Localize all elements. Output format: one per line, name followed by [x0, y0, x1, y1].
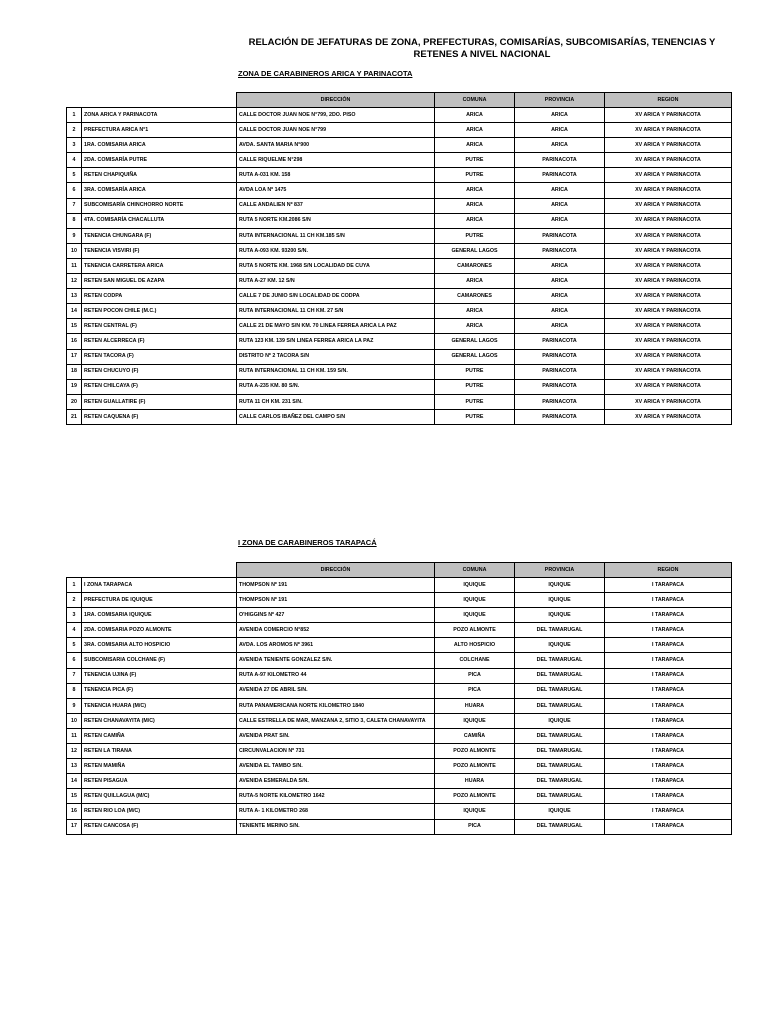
address-cell: AVENIDA COMERCIO N°852	[237, 623, 435, 638]
table-row	[67, 653, 732, 668]
provincia-cell: ARICA	[515, 138, 605, 153]
comuna-cell: ARICA	[435, 213, 515, 228]
comuna-cell: POZO ALMONTE	[435, 744, 515, 759]
unit-name-cell: SUBCOMISARÍA CHINCHORRO NORTE	[82, 198, 237, 213]
address-cell: RUTA A-031 KM. 158	[237, 168, 435, 183]
table-tarapaca	[66, 562, 732, 835]
row-number-cell: 5	[67, 638, 82, 653]
unit-name-cell: RETEN RIO LOA (M/C)	[82, 804, 237, 819]
region-cell: I TARAPACA	[605, 593, 732, 608]
unit-name-cell: 2DA. COMISARIA POZO ALMONTE	[82, 623, 237, 638]
provincia-cell: DEL TAMARUGAL	[515, 728, 605, 743]
comuna-cell: POZO ALMONTE	[435, 759, 515, 774]
row-number-cell: 4	[67, 623, 82, 638]
column-header: PROVINCIA	[515, 563, 605, 578]
comuna-cell: PICA	[435, 819, 515, 834]
address-cell: RUTA 5 NORTE KM. 1968 S/N LOCALIDAD DE CUYA	[237, 258, 435, 273]
table-header-row	[67, 563, 732, 578]
unit-name-cell: TENENCIA CARRETERA ARICA	[82, 258, 237, 273]
table-row	[67, 138, 732, 153]
provincia-cell: DEL TAMARUGAL	[515, 759, 605, 774]
provincia-cell: PARINACOTA	[515, 153, 605, 168]
provincia-cell: DEL TAMARUGAL	[515, 683, 605, 698]
provincia-cell: IQUIQUE	[515, 593, 605, 608]
unit-name-cell: RETEN CAQUENA (F)	[82, 409, 237, 424]
document-title: RELACIÓN DE JEFATURAS DE ZONA, PREFECTURAS, COMISARÍAS, SUBCOMISARÍAS, TENENCIAS Y RETENES A NIVEL NACIONAL	[248, 37, 716, 60]
comuna-cell: GENERAL LAGOS	[435, 349, 515, 364]
address-cell: RUTA A-235 KM. 80 S/N.	[237, 379, 435, 394]
comuna-cell: ALTO HOSPICIO	[435, 638, 515, 653]
unit-name-cell: RETEN CHILCAYA (F)	[82, 379, 237, 394]
unit-name-cell: RETEN QUILLAGUA (M/C)	[82, 789, 237, 804]
address-cell: CALLE 7 DE JUNIO S/N LOCALIDAD DE CODPA	[237, 289, 435, 304]
provincia-cell: ARICA	[515, 183, 605, 198]
unit-name-cell: TENENCIA UJINA (F)	[82, 668, 237, 683]
column-header: DIRECCIÓN	[237, 563, 435, 578]
unit-name-cell: 3RA. COMISARÍA ARICA	[82, 183, 237, 198]
row-number-cell: 13	[67, 759, 82, 774]
comuna-cell: ARICA	[435, 304, 515, 319]
address-cell: RUTA A-97 KILOMETRO 44	[237, 668, 435, 683]
comuna-cell: IQUIQUE	[435, 578, 515, 593]
row-number-cell: 15	[67, 319, 82, 334]
row-number-cell: 21	[67, 409, 82, 424]
unit-name-cell: RETEN POCON CHILE (M.C.)	[82, 304, 237, 319]
provincia-cell: DEL TAMARUGAL	[515, 653, 605, 668]
provincia-cell: DEL TAMARUGAL	[515, 668, 605, 683]
provincia-cell: PARINACOTA	[515, 334, 605, 349]
table-row	[67, 593, 732, 608]
unit-name-cell: PREFECTURA ARICA N°1	[82, 123, 237, 138]
region-cell: XV ARICA Y PARINACOTA	[605, 364, 732, 379]
table-row	[67, 213, 732, 228]
provincia-cell: PARINACOTA	[515, 228, 605, 243]
table-row	[67, 349, 732, 364]
region-cell: I TARAPACA	[605, 578, 732, 593]
table-row	[67, 153, 732, 168]
unit-name-cell: 1RA. COMISARIA IQUIQUE	[82, 608, 237, 623]
comuna-cell: ARICA	[435, 183, 515, 198]
address-cell: CALLE ANDALIEN Nº 837	[237, 198, 435, 213]
comuna-cell: CAMIÑA	[435, 728, 515, 743]
row-number-cell: 10	[67, 713, 82, 728]
comuna-cell: IQUIQUE	[435, 804, 515, 819]
column-header: COMUNA	[435, 93, 515, 108]
provincia-cell: IQUIQUE	[515, 608, 605, 623]
row-number-cell: 13	[67, 289, 82, 304]
provincia-cell: ARICA	[515, 274, 605, 289]
address-cell: CALLE RIQUELME N°298	[237, 153, 435, 168]
table-row	[67, 108, 732, 123]
comuna-cell: GENERAL LAGOS	[435, 243, 515, 258]
table-row	[67, 608, 732, 623]
unit-name-cell: RETEN CANCOSA (F)	[82, 819, 237, 834]
row-number-cell: 14	[67, 304, 82, 319]
table-row	[67, 289, 732, 304]
address-cell: AVDA. SANTA MARIA N°900	[237, 138, 435, 153]
table-row	[67, 623, 732, 638]
provincia-cell: IQUIQUE	[515, 804, 605, 819]
unit-name-cell: RETEN ALCERRECA (F)	[82, 334, 237, 349]
table-row	[67, 304, 732, 319]
region-cell: XV ARICA Y PARINACOTA	[605, 108, 732, 123]
unit-name-cell: 2DA. COMISARÍA PUTRE	[82, 153, 237, 168]
provincia-cell: DEL TAMARUGAL	[515, 819, 605, 834]
address-cell: RUTA A-093 KM. 93200 S/N.	[237, 243, 435, 258]
table-row	[67, 394, 732, 409]
unit-name-cell: RETEN CHAPIQUIÑA	[82, 168, 237, 183]
provincia-cell: PARINACOTA	[515, 364, 605, 379]
region-cell: XV ARICA Y PARINACOTA	[605, 304, 732, 319]
address-cell: RUTA A- 1 KILOMETRO 268	[237, 804, 435, 819]
table-row	[67, 364, 732, 379]
provincia-cell: ARICA	[515, 213, 605, 228]
row-number-cell: 6	[67, 183, 82, 198]
region-cell: XV ARICA Y PARINACOTA	[605, 153, 732, 168]
provincia-cell: DEL TAMARUGAL	[515, 744, 605, 759]
comuna-cell: PUTRE	[435, 228, 515, 243]
table-row	[67, 819, 732, 834]
comuna-cell: PUTRE	[435, 364, 515, 379]
region-cell: XV ARICA Y PARINACOTA	[605, 394, 732, 409]
table-row	[67, 683, 732, 698]
column-header: COMUNA	[435, 563, 515, 578]
unit-name-cell: RETEN CENTRAL (F)	[82, 319, 237, 334]
table-row	[67, 804, 732, 819]
row-number-cell: 2	[67, 123, 82, 138]
provincia-cell: PARINACOTA	[515, 168, 605, 183]
provincia-cell: DEL TAMARUGAL	[515, 698, 605, 713]
address-cell: CIRCUNVALACION Nº 731	[237, 744, 435, 759]
row-number-cell: 1	[67, 108, 82, 123]
row-number-cell: 3	[67, 138, 82, 153]
region-cell: I TARAPACA	[605, 698, 732, 713]
row-number-cell: 17	[67, 349, 82, 364]
region-cell: XV ARICA Y PARINACOTA	[605, 289, 732, 304]
comuna-cell: PUTRE	[435, 394, 515, 409]
table-row	[67, 759, 732, 774]
comuna-cell: ARICA	[435, 274, 515, 289]
table-row	[67, 123, 732, 138]
table-row	[67, 334, 732, 349]
comuna-cell: CAMARONES	[435, 289, 515, 304]
region-cell: I TARAPACA	[605, 683, 732, 698]
provincia-cell: IQUIQUE	[515, 713, 605, 728]
unit-name-cell: RETEN CODPA	[82, 289, 237, 304]
provincia-cell: ARICA	[515, 108, 605, 123]
unit-name-cell: SUBCOMISARIA COLCHANE (F)	[82, 653, 237, 668]
comuna-cell: IQUIQUE	[435, 713, 515, 728]
region-cell: XV ARICA Y PARINACOTA	[605, 319, 732, 334]
unit-name-cell: ZONA ARICA Y PARINACOTA	[82, 108, 237, 123]
region-cell: XV ARICA Y PARINACOTA	[605, 183, 732, 198]
region-cell: I TARAPACA	[605, 638, 732, 653]
unit-name-cell: TENENCIA CHUNGARA (F)	[82, 228, 237, 243]
table-row	[67, 789, 732, 804]
provincia-cell: IQUIQUE	[515, 638, 605, 653]
unit-name-cell: RETEN SAN MIGUEL DE AZAPA	[82, 274, 237, 289]
comuna-cell: COLCHANE	[435, 653, 515, 668]
unit-name-cell: I ZONA TARAPACA	[82, 578, 237, 593]
address-cell: RUTA A-27 KM. 12 S/N	[237, 274, 435, 289]
provincia-cell: IQUIQUE	[515, 578, 605, 593]
unit-name-cell: RETEN CAMIÑA	[82, 728, 237, 743]
unit-name-cell: RETEN PISAGUA	[82, 774, 237, 789]
table-row	[67, 774, 732, 789]
row-number-cell: 12	[67, 274, 82, 289]
region-cell: XV ARICA Y PARINACOTA	[605, 138, 732, 153]
region-cell: XV ARICA Y PARINACOTA	[605, 258, 732, 273]
address-cell: AVDA LOA Nº 1475	[237, 183, 435, 198]
row-number-cell: 7	[67, 198, 82, 213]
region-cell: I TARAPACA	[605, 759, 732, 774]
unit-name-cell: PREFECTURA DE IQUIQUE	[82, 593, 237, 608]
region-cell: I TARAPACA	[605, 789, 732, 804]
unit-name-cell: TENENCIA PICA (F)	[82, 683, 237, 698]
region-cell: XV ARICA Y PARINACOTA	[605, 334, 732, 349]
column-header: DIRECCIÓN	[237, 93, 435, 108]
address-cell: DISTRITO Nº 2 TACORA S/N	[237, 349, 435, 364]
comuna-cell: CAMARONES	[435, 258, 515, 273]
comuna-cell: ARICA	[435, 123, 515, 138]
row-number-cell: 3	[67, 608, 82, 623]
row-number-cell: 11	[67, 728, 82, 743]
address-cell: CALLE CARLOS IBAÑEZ DEL CAMPO S/N	[237, 409, 435, 424]
provincia-cell: PARINACOTA	[515, 243, 605, 258]
address-cell: AVENIDA PRAT S/N.	[237, 728, 435, 743]
comuna-cell: PUTRE	[435, 153, 515, 168]
region-cell: XV ARICA Y PARINACOTA	[605, 198, 732, 213]
unit-name-cell: RETEN CHUCUYO (F)	[82, 364, 237, 379]
address-cell: RUTA INTERNACIONAL 11 CH KM. 159 S/N.	[237, 364, 435, 379]
unit-name-cell: RETEN LA TIRANA	[82, 744, 237, 759]
unit-name-cell: RETEN TACORA (F)	[82, 349, 237, 364]
row-number-cell: 6	[67, 653, 82, 668]
row-number-cell: 10	[67, 243, 82, 258]
zone-title-tarapaca: I ZONA DE CARABINEROS TARAPACÁ	[238, 538, 377, 547]
unit-name-cell: 1RA. COMISARIA ARICA	[82, 138, 237, 153]
region-cell: XV ARICA Y PARINACOTA	[605, 349, 732, 364]
table-row	[67, 578, 732, 593]
address-cell: AVENIDA ESMERALDA S/N.	[237, 774, 435, 789]
table-row	[67, 713, 732, 728]
provincia-cell: ARICA	[515, 198, 605, 213]
row-number-cell: 5	[67, 168, 82, 183]
address-cell: CALLE ESTRELLA DE MAR, MANZANA 2, SITIO 3, CALETA CHANAVAYITA	[237, 713, 435, 728]
comuna-cell: ARICA	[435, 319, 515, 334]
comuna-cell: ARICA	[435, 108, 515, 123]
provincia-cell: DEL TAMARUGAL	[515, 774, 605, 789]
table-row	[67, 198, 732, 213]
row-number-cell: 20	[67, 394, 82, 409]
column-header: PROVINCIA	[515, 93, 605, 108]
address-cell: CALLE DOCTOR JUAN NOE N°799, 2DO. PISO	[237, 108, 435, 123]
table-arica	[66, 92, 732, 425]
provincia-cell: ARICA	[515, 304, 605, 319]
address-cell: AVENIDA TENIENTE GONZALEZ S/N.	[237, 653, 435, 668]
region-cell: XV ARICA Y PARINACOTA	[605, 228, 732, 243]
row-number-cell: 12	[67, 744, 82, 759]
provincia-cell: PARINACOTA	[515, 394, 605, 409]
provincia-cell: ARICA	[515, 319, 605, 334]
comuna-cell: POZO ALMONTE	[435, 623, 515, 638]
comuna-cell: GENERAL LAGOS	[435, 334, 515, 349]
comuna-cell: HUARA	[435, 774, 515, 789]
row-number-cell: 16	[67, 804, 82, 819]
comuna-cell: PICA	[435, 668, 515, 683]
provincia-cell: ARICA	[515, 258, 605, 273]
region-cell: XV ARICA Y PARINACOTA	[605, 123, 732, 138]
comuna-cell: PUTRE	[435, 379, 515, 394]
comuna-cell: ARICA	[435, 138, 515, 153]
address-cell: CALLE DOCTOR JUAN NOE N°799	[237, 123, 435, 138]
provincia-cell: ARICA	[515, 289, 605, 304]
row-number-cell: 19	[67, 379, 82, 394]
provincia-cell: DEL TAMARUGAL	[515, 623, 605, 638]
comuna-cell: PUTRE	[435, 409, 515, 424]
table-row	[67, 638, 732, 653]
header-blank-cell	[67, 93, 82, 108]
region-cell: XV ARICA Y PARINACOTA	[605, 379, 732, 394]
address-cell: RUTA 11 CH KM. 231 S/N.	[237, 394, 435, 409]
zone-title-arica: ZONA DE CARABINEROS ARICA Y PARINACOTA	[238, 69, 413, 78]
region-cell: I TARAPACA	[605, 668, 732, 683]
comuna-cell: PUTRE	[435, 168, 515, 183]
comuna-cell: POZO ALMONTE	[435, 789, 515, 804]
column-header: REGION	[605, 93, 732, 108]
region-cell: I TARAPACA	[605, 819, 732, 834]
unit-name-cell: 4TA. COMISARÍA CHACALLUTA	[82, 213, 237, 228]
comuna-cell: IQUIQUE	[435, 593, 515, 608]
row-number-cell: 8	[67, 213, 82, 228]
region-cell: XV ARICA Y PARINACOTA	[605, 409, 732, 424]
comuna-cell: IQUIQUE	[435, 608, 515, 623]
region-cell: I TARAPACA	[605, 608, 732, 623]
region-cell: I TARAPACA	[605, 728, 732, 743]
table-row	[67, 379, 732, 394]
row-number-cell: 4	[67, 153, 82, 168]
table-row	[67, 319, 732, 334]
comuna-cell: ARICA	[435, 198, 515, 213]
table-header-row	[67, 93, 732, 108]
row-number-cell: 14	[67, 774, 82, 789]
table-row	[67, 698, 732, 713]
region-cell: XV ARICA Y PARINACOTA	[605, 243, 732, 258]
address-cell: RUTA 5 NORTE KM.2086 S/N	[237, 213, 435, 228]
column-header: REGION	[605, 563, 732, 578]
address-cell: RUTA PANAMERICANA NORTE KILOMETRO 1840	[237, 698, 435, 713]
header-blank-cell	[67, 563, 82, 578]
row-number-cell: 16	[67, 334, 82, 349]
row-number-cell: 9	[67, 228, 82, 243]
table-row	[67, 274, 732, 289]
table-row	[67, 258, 732, 273]
table-row	[67, 409, 732, 424]
table-row	[67, 183, 732, 198]
unit-name-cell: RETEN GUALLATIRE (F)	[82, 394, 237, 409]
table-row	[67, 728, 732, 743]
unit-name-cell: RETEN MAMIÑA	[82, 759, 237, 774]
region-cell: I TARAPACA	[605, 653, 732, 668]
address-cell: THOMPSON Nº 191	[237, 578, 435, 593]
unit-name-cell: TENENCIA VISVIRI (F)	[82, 243, 237, 258]
address-cell: CALLE 21 DE MAYO S/N KM. 70 LINEA FERREA ARICA LA PAZ	[237, 319, 435, 334]
row-number-cell: 9	[67, 698, 82, 713]
address-cell: RUTA 123 KM. 139 S/N LINEA FERREA ARICA LA PAZ	[237, 334, 435, 349]
table-row	[67, 168, 732, 183]
provincia-cell: PARINACOTA	[515, 349, 605, 364]
region-cell: I TARAPACA	[605, 744, 732, 759]
address-cell: O'HIGGINS Nº 427	[237, 608, 435, 623]
row-number-cell: 7	[67, 668, 82, 683]
provincia-cell: DEL TAMARUGAL	[515, 789, 605, 804]
row-number-cell: 18	[67, 364, 82, 379]
address-cell: AVENIDA EL TAMBO S/N.	[237, 759, 435, 774]
row-number-cell: 2	[67, 593, 82, 608]
table-row	[67, 228, 732, 243]
provincia-cell: PARINACOTA	[515, 409, 605, 424]
region-cell: I TARAPACA	[605, 804, 732, 819]
region-cell: XV ARICA Y PARINACOTA	[605, 168, 732, 183]
region-cell: XV ARICA Y PARINACOTA	[605, 213, 732, 228]
row-number-cell: 1	[67, 578, 82, 593]
region-cell: I TARAPACA	[605, 623, 732, 638]
row-number-cell: 15	[67, 789, 82, 804]
row-number-cell: 8	[67, 683, 82, 698]
header-blank-cell	[82, 563, 237, 578]
comuna-cell: HUARA	[435, 698, 515, 713]
row-number-cell: 17	[67, 819, 82, 834]
comuna-cell: PICA	[435, 683, 515, 698]
row-number-cell: 11	[67, 258, 82, 273]
table-row	[67, 243, 732, 258]
table-row	[67, 744, 732, 759]
address-cell: AVDA. LOS AROMOS Nº 3961	[237, 638, 435, 653]
address-cell: RUTA-5 NORTE KILOMETRO 1642	[237, 789, 435, 804]
region-cell: I TARAPACA	[605, 713, 732, 728]
address-cell: RUTA INTERNACIONAL 11 CH KM. 27 S/N	[237, 304, 435, 319]
provincia-cell: ARICA	[515, 123, 605, 138]
address-cell: THOMPSON Nº 191	[237, 593, 435, 608]
provincia-cell: PARINACOTA	[515, 379, 605, 394]
region-cell: I TARAPACA	[605, 774, 732, 789]
header-blank-cell	[82, 93, 237, 108]
unit-name-cell: TENENCIA HUARA (M/C)	[82, 698, 237, 713]
table-row	[67, 668, 732, 683]
region-cell: XV ARICA Y PARINACOTA	[605, 274, 732, 289]
address-cell: TENIENTE MERINO S/N.	[237, 819, 435, 834]
address-cell: AVENIDA 27 DE ABRIL S/N.	[237, 683, 435, 698]
unit-name-cell: RETEN CHANAVAYITA (M/C)	[82, 713, 237, 728]
unit-name-cell: 3RA. COMISARIA ALTO HOSPICIO	[82, 638, 237, 653]
address-cell: RUTA INTERNACIONAL 11 CH KM.185 S/N	[237, 228, 435, 243]
